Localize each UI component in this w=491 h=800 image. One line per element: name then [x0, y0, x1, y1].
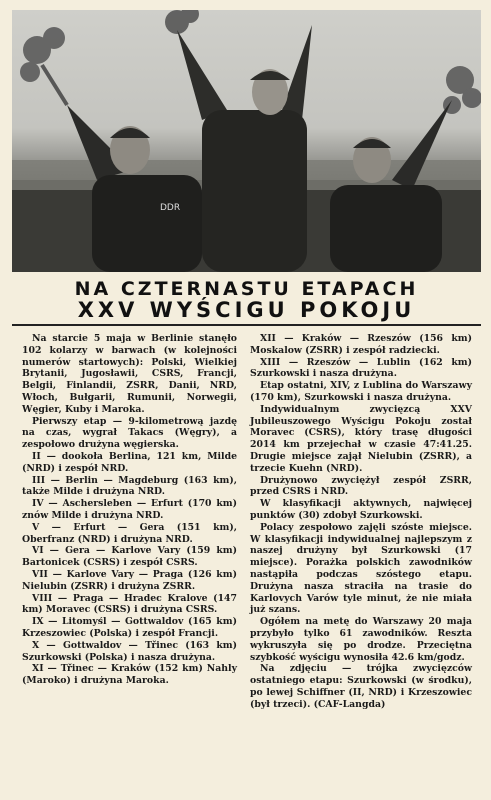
- paragraph: X — Gottwaldov — Třinec (163 km) Szurkowski (Polska) i nasza drużyna.: [22, 639, 237, 663]
- headline-line-1: NA CZTERNASTU ETAPACH: [74, 278, 419, 300]
- paragraph: VI — Gera — Karlove Vary (159 km) Bartonicek (CSRS) i zespół CSRS.: [22, 545, 237, 569]
- photo-illustration: [12, 10, 481, 272]
- paragraph: W klasyfikacji aktywnych, najwięcej punktów (30) zdobył Szurkowski.: [250, 498, 472, 521]
- article-column-right: [250, 333, 472, 711]
- paragraph: IX — Litomyśl — Gottwaldov (165 km) Krzeszowiec (Polska) i zespół Francji.: [22, 616, 237, 639]
- paragraph: VII — Karlove Vary — Praga (126 km) Nielubin (ZSRR) i drużyna ZSRR.: [22, 568, 237, 592]
- photo-caption: Na zdjęciu — trójka zwycięzców ostatniego etapu: Szurkowski (w środku), po lewej Schiffner (II, NRD) i Krzeszowiec (był trzeci). (CAF-Langda): [250, 663, 472, 710]
- paragraph: XIII — Rzeszów — Lublin (162 km) Szurkowski i nasza drużyna.: [250, 356, 472, 380]
- paragraph: III — Berlin — Magdeburg (163 km), także Milde i drużyna NRD.: [22, 474, 237, 498]
- paragraph: Na starcie 5 maja w Berlinie stanęło 102 kolarzy w barwach (w kolejności numerów startowych): Polski, Wielkiej Brytanii, Jugosławii, CSRS, Francji, Belgii, Finlandii, ZSRR, Danii, NRD, Włoch, Bułgarii, Rumunii, Norwegii, Węgier, Kuby i Maroka.: [22, 333, 237, 415]
- paragraph: Etap ostatni, XIV, z Lublina do Warszawy (170 km), Szurkowski i nasza drużyna.: [250, 380, 472, 403]
- paragraph: II — dookoła Berlina, 121 km, Milde (NRD) i zespół NRD.: [22, 450, 237, 474]
- podium-photo: [12, 10, 481, 272]
- paragraph: VIII — Praga — Hradec Kralove (147 km) Moravec (CSRS) i drużyna CSRS.: [22, 592, 237, 616]
- paragraph: V — Erfurt — Gera (151 km), Oberfranz (NRD) i drużyna NRD.: [22, 521, 237, 545]
- divider-rule: [12, 324, 481, 326]
- headline-line-2: XXV WYŚCIGU POKOJU: [77, 298, 416, 322]
- paragraph: IV — Aschersleben — Erfurt (170 km) znów Milde i drużyna NRD.: [22, 498, 237, 521]
- paragraph: Ogółem na metę do Warszawy 20 maja przybyło tylko 61 zawodników. Reszta wykruszyła się po drodze. Przeciętna szybkość wyścigu wynosiła 42.6 km/godz.: [250, 616, 472, 663]
- jersey-lettering: DDR: [160, 203, 181, 213]
- paragraph: XI — Třinec — Kraków (152 km) Nahly (Maroko) i drużyna Maroka.: [22, 663, 237, 687]
- paragraph: Polacy zespołowo zajęli szóste miejsce. W klasyfikacji indywidualnej najlepszym z naszej drużyny był Szurkowski (17 miejsce). Porażka polskich zawodników nastąpiła podczas szóstego etapu. Drużyna nasza straciła na trasie do Karlovych Varów tyle minut, że nie miała już szans.: [250, 521, 472, 616]
- paragraph: Drużynowo zwyciężył zespół ZSRR, przed CSRS i NRD.: [250, 474, 472, 498]
- paragraph: Indywidualnym zwycięzcą XXV Jubileuszowego Wyścigu Pokoju został Moravec (CSRS), który trasę długości 2014 km przejechał w czasie 47:41.25. Drugie miejsce zajął Nielubin (ZSRR), a trzecie Kuehn (NRD).: [250, 403, 472, 474]
- paragraph: Pierwszy etap — 9-kilometrową jazdę na czas, wygrał Takacs (Węgry), a zespołowo drużyna węgierska.: [22, 415, 237, 451]
- flower-bouquet-top: [165, 10, 199, 34]
- article-column-left: [22, 333, 237, 687]
- paragraph: XII — Kraków — Rzeszów (156 km) Moskalow (ZSRR) i zespół radziecki.: [250, 333, 472, 356]
- flower-bouquet-left: [20, 27, 67, 105]
